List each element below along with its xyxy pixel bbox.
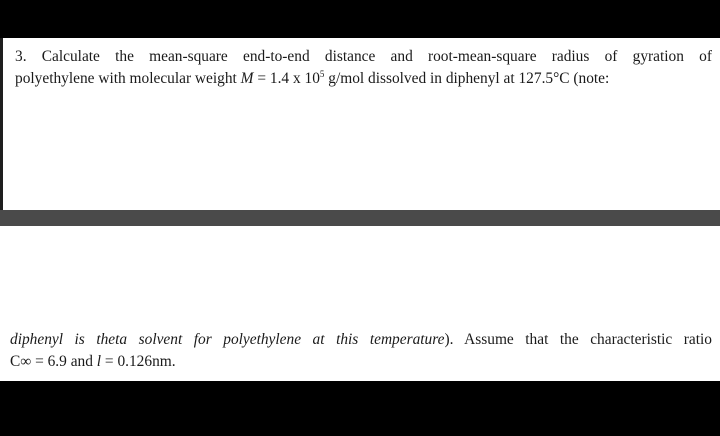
text-span: g/mol dissolved in diphenyl at 127.5°C (note: [324,70,610,87]
variable-l: l [96,353,102,370]
variable-m: M [240,70,254,87]
text-span: = 1.4 x 10 [253,70,320,87]
text-span: polyethylene with molecular weight [15,70,241,87]
question-line-4 [10,351,712,373]
question-line-1: 3. Calculate the mean-square end-to-end distance and root-mean-square radius of gyration of [15,48,712,65]
page-divider [0,210,720,226]
question-line-2 [15,68,712,90]
page-bottom [0,226,720,381]
text-span: ). Assume that the characteristic ratio [444,331,712,348]
italic-note: diphenyl is theta solvent for polyethylene at this temperature [10,331,445,348]
text-span: C∞ = 6.9 and [10,353,97,370]
text-span: = 0.126nm. [101,353,176,370]
question-line-3 [10,329,712,351]
page-top [0,38,720,210]
exponent: 5 [319,69,325,79]
